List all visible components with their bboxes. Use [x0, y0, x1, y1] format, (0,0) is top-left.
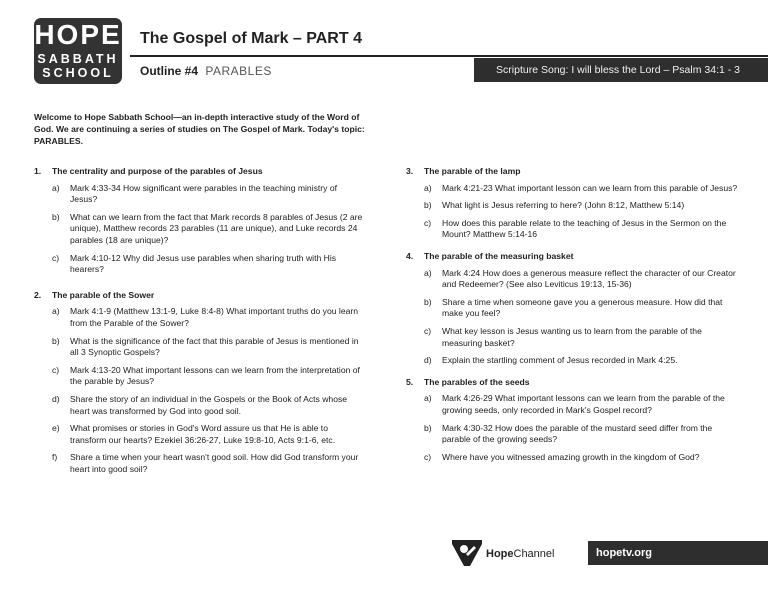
question-item	[34, 336, 366, 359]
section-title	[406, 251, 742, 263]
question-item	[406, 355, 742, 367]
section-number: 4.	[406, 250, 414, 261]
section-heading: The parable of the measuring basket	[424, 250, 574, 261]
header-divider	[130, 55, 768, 57]
item-text: How does this parable relate to the teaching of Jesus in the Sermon on the Mount? Matthew 5:14-16	[442, 217, 727, 240]
item-text: Mark 4:1-9 (Matthew 13:1-9, Luke 8:4-8) What important truths do you learn from the Parable of the Sower?	[70, 306, 359, 328]
question-item	[34, 212, 366, 247]
item-text: What light is Jesus referring to here? (John 8:12, Matthew 5:14)	[442, 200, 685, 211]
section-5	[406, 377, 742, 464]
section-heading: The centrality and purpose of the parables of Jesus	[52, 166, 263, 176]
item-text: Mark 4:13-20 What important lessons can we learn from the interpretation of the parable by Jesus?	[70, 364, 360, 387]
section-number: 1.	[34, 166, 42, 176]
section-title	[34, 166, 366, 178]
logo-line-sabbath: SABBATH	[37, 52, 119, 66]
question-item	[406, 423, 742, 446]
item-letter: b)	[424, 200, 432, 211]
item-text: Mark 4:10-12 Why did Jesus use parables when sharing truth with His hearers?	[70, 252, 337, 275]
item-text: What can we learn from the fact that Mark records 8 parables of Jesus (2 are unique), Matthew records 23 parables (11 are unique), and Luke records 24 parables (18 are unique)?	[70, 211, 363, 245]
question-item	[406, 218, 742, 241]
question-item	[406, 452, 742, 464]
section-number: 3.	[406, 166, 414, 176]
scripture-song-banner: Scripture Song: I will bless the Lord – Psalm 34:1 - 3	[474, 58, 768, 82]
channel-name-bold: Hope	[486, 548, 514, 560]
question-item	[34, 394, 366, 417]
question-item	[34, 423, 366, 446]
item-text: What promises or stories in God's Word assure us that He is able to transform our hearts? Ezekiel 36:26-27, Luke 19:8-10, Acts 9:1-6, etc.	[70, 423, 336, 445]
item-letter: a)	[52, 306, 60, 317]
item-letter: d)	[52, 393, 60, 404]
section-1	[34, 166, 366, 276]
section-2	[34, 290, 366, 476]
item-text: Share a time when someone gave you a generous measure. How did that make you feel?	[442, 296, 723, 319]
section-3	[406, 166, 742, 241]
question-item	[34, 452, 366, 475]
item-letter: c)	[424, 217, 432, 228]
logo-line-hope: HOPE	[34, 19, 122, 50]
item-letter: a)	[52, 182, 60, 193]
outline-topic: PARABLES	[205, 64, 272, 78]
question-item	[406, 268, 742, 291]
item-letter: b)	[424, 296, 432, 307]
item-text: Mark 4:21-23 What important lesson can we learn from this parable of Jesus?	[442, 182, 738, 193]
outline-label	[140, 64, 272, 78]
section-title	[34, 290, 366, 302]
section-4	[406, 251, 742, 367]
item-letter: a)	[424, 267, 432, 278]
item-letter: f)	[52, 452, 58, 463]
item-letter: a)	[424, 393, 432, 404]
item-letter: c)	[52, 364, 60, 375]
item-text: Share a time when your heart wasn't good soil. How did God transform your heart into good soil?	[70, 452, 359, 474]
question-item	[406, 297, 742, 320]
item-text: What is the significance of the fact that this parable of Jesus is mentioned in all 3 Synoptic Gospels?	[70, 335, 359, 358]
website-url: hopetv.org	[588, 541, 768, 565]
item-letter: c)	[52, 252, 60, 263]
section-title	[406, 377, 742, 389]
item-letter: b)	[424, 422, 432, 433]
item-text: Mark 4:24 How does a generous measure reflect the character of our Creator and Redeemer? (See also Leviticus 19:13, 15-36)	[442, 267, 736, 290]
channel-name-rest: Channel	[513, 548, 555, 560]
item-letter: b)	[52, 211, 60, 222]
item-letter: d)	[424, 355, 432, 366]
question-item	[406, 326, 742, 349]
item-letter: a)	[424, 182, 432, 193]
section-heading: The parable of the lamp	[424, 166, 521, 176]
item-text: Share the story of an individual in the Gospels or the Book of Acts whose heart was transformed by God into good soil.	[70, 393, 348, 416]
hope-channel-logo-icon	[452, 540, 482, 566]
left-column	[34, 166, 366, 485]
item-text: Mark 4:30-32 How does the parable of the mustard seed differ from the parable of the growing seeds?	[442, 422, 713, 445]
hope-channel-wordmark	[486, 548, 554, 560]
section-heading: The parable of the Sower	[52, 289, 155, 300]
item-letter: e)	[52, 423, 60, 434]
section-number: 5.	[406, 376, 414, 387]
section-heading: The parables of the seeds	[424, 376, 530, 387]
outline-number: Outline #4	[140, 64, 199, 78]
intro-paragraph: Welcome to Hope Sabbath School—an in-depth interactive study of the Word of God. We are continuing a series of studies on The Gospel of Mark. Today's topic: PARABLES.	[34, 112, 365, 146]
item-text: Mark 4:33-34 How significant were parables in the teaching ministry of Jesus?	[70, 182, 338, 205]
section-number: 2.	[34, 289, 42, 300]
section-title	[406, 166, 742, 178]
item-text: Mark 4:26-29 What important lessons can we learn from the parable of the growing seeds, only recorded in Mark's Gospel record?	[442, 393, 725, 415]
item-letter: b)	[52, 335, 60, 346]
question-item	[34, 253, 366, 276]
page-title: The Gospel of Mark – PART 4	[140, 30, 362, 47]
item-letter: c)	[424, 451, 432, 462]
item-text: Where have you witnessed amazing growth in the kingdom of God?	[442, 451, 700, 462]
question-item	[34, 183, 366, 206]
item-letter: c)	[424, 325, 432, 336]
hope-sabbath-school-logo	[34, 18, 122, 84]
question-item	[406, 200, 742, 212]
question-item	[34, 365, 366, 388]
question-item	[34, 306, 366, 329]
question-item	[406, 393, 742, 416]
question-item	[406, 183, 742, 195]
logo-line-school: SCHOOL	[42, 66, 114, 80]
right-column	[406, 166, 742, 473]
item-text: Explain the startling comment of Jesus recorded in Mark 4:25.	[442, 355, 678, 366]
item-text: What key lesson is Jesus wanting us to learn from the parable of the measuring basket?	[442, 325, 702, 348]
